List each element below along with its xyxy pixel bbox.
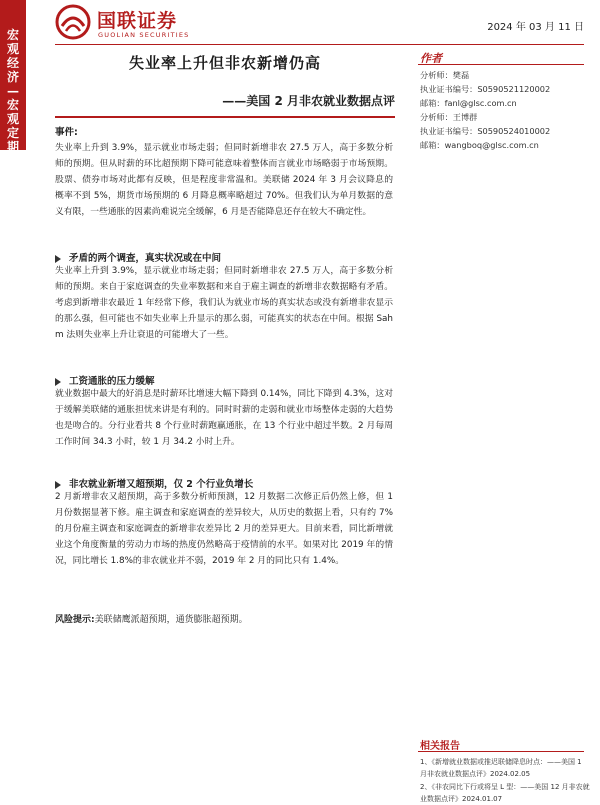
related-report-1[interactable]: 1、《新增就业数据或推迟联储降息时点：——美国 1 月非农就业数据点评》2024.02.05 <box>420 758 582 778</box>
title-divider <box>55 116 395 118</box>
related-report-2[interactable]: 2、《非农同比下行或将呈 L 型：——美国 12 月非农就业数据点评》2024.01.07 <box>420 783 590 803</box>
authors-divider <box>418 64 584 65</box>
author-email-1[interactable]: 邮箱：fanl@glsc.com.cn <box>420 98 517 108</box>
risk-text: 美联储鹰派超预期，通货膨胀超预期。 <box>94 615 248 625</box>
category-sidebar <box>0 0 26 154</box>
section-heading-surveys: 矛盾的两个调查，真实状况或在中间 <box>55 250 221 264</box>
author-analyst-1: 分析师：樊磊 <box>420 70 470 80</box>
brand-logo <box>55 4 215 40</box>
author-cert-1: 执业证书编号：S0590521120002 <box>420 84 551 94</box>
brand-mark-icon <box>55 4 91 40</box>
section-heading-event: 事件: <box>55 127 78 138</box>
section-text-payrolls: 2 月新增非农又超预期，高于多数分析师预测，12 月数据二次修正后仍然上修，但 1 月份数据显著下修。雇主调查和家庭调查的差异较大，从历史的数据上看，只有约 7%的月份雇主调查和家庭调查的新增非农差异比 2 月的差异更大。目前来看，同比新增就业这个角度衡量的劳动力市场的热度仍然略高于疫情前的水平。如果对比 2019 年的情况，同比增长 1.8%的非农就业并不弱，2019 年 2 月的同比只有 1.4%。 <box>55 492 393 566</box>
section-heading-payrolls: 非农就业新增又超预期，仅 2 个行业负增长 <box>55 476 253 490</box>
related-reports-heading: 相关报告 <box>420 741 460 752</box>
authors-heading: 作者 <box>420 52 442 65</box>
bullet-icon <box>55 255 61 263</box>
brand-name: 国联证券 <box>97 10 178 32</box>
bullet-icon <box>55 378 61 386</box>
brand-name-english: GUOLIAN SECURITIES <box>98 31 190 39</box>
bullet-icon <box>55 481 61 489</box>
section-text-wages: 就业数据中最大的好消息是时薪环比增速大幅下降到 0.14%，同比下降到 4.3%，这对于缓解美联储的通胀担忧来讲是有利的。同时时薪的走弱和就业市场整体走弱的大趋势也是吻合的。分行业看共 8 个行业时薪跑赢通胀，在 13 个行业中超过半数。2 月每周工作时间 34.3 小时，较 1 月 34.2 小时上升。 <box>55 389 393 447</box>
author-email-2[interactable]: 邮箱：wangboq@glsc.com.cn <box>420 140 539 150</box>
risk-warning <box>55 612 248 625</box>
header-divider <box>55 44 584 45</box>
author-cert-2: 执业证书编号：S0590524010002 <box>420 126 551 136</box>
section-text-surveys: 失业率上升到 3.9%，显示就业市场走弱；但同时新增非农 27.5 万人，高于多数分析师的预期。来自于家庭调查的失业率数据和来自于雇主调查的新增非农数据略有矛盾。考虑到新增非农最近 1 年经常下修，我们认为就业市场的真实状态或没有新增非农显示的那么强，但可能也不如失业率上升显示的那么弱，可能真实的状态在中间。根据 Sahm 法则失业率上升让衰退的可能增大了一些。 <box>55 266 393 340</box>
report-date: 2024 年 03 月 11 日 <box>487 22 584 33</box>
category-label: 宏观经济—宏观定期 <box>6 28 19 154</box>
section-heading-wages: 工资通胀的压力缓解 <box>55 373 155 387</box>
report-subtitle: ——美国 2 月非农就业数据点评 <box>222 94 395 108</box>
section-text-event: 失业率上升到 3.9%，显示就业市场走弱；但同时新增非农 27.5 万人，高于多数分析师的预期。但从时薪的环比超预期下降可能意味着整体而言就业市场略弱于市场预期。股票、债券市场对此都有反映，但是程度非常温和。美联储 2024 年 3 月会议降息的概率不到 5%，期货市场预期的 6 月降息概率略超过 70%。但我们认为单月数据的意义有限，一些通胀的因素尚难说完全缓解，6 月是否能降息还存在较大不确定性。 <box>55 143 393 217</box>
author-analyst-2: 分析师：王博群 <box>420 112 478 122</box>
report-title: 失业率上升但非农新增仍高 <box>128 54 321 72</box>
related-reports-divider <box>418 751 584 752</box>
risk-label: 风险提示: <box>55 615 95 625</box>
